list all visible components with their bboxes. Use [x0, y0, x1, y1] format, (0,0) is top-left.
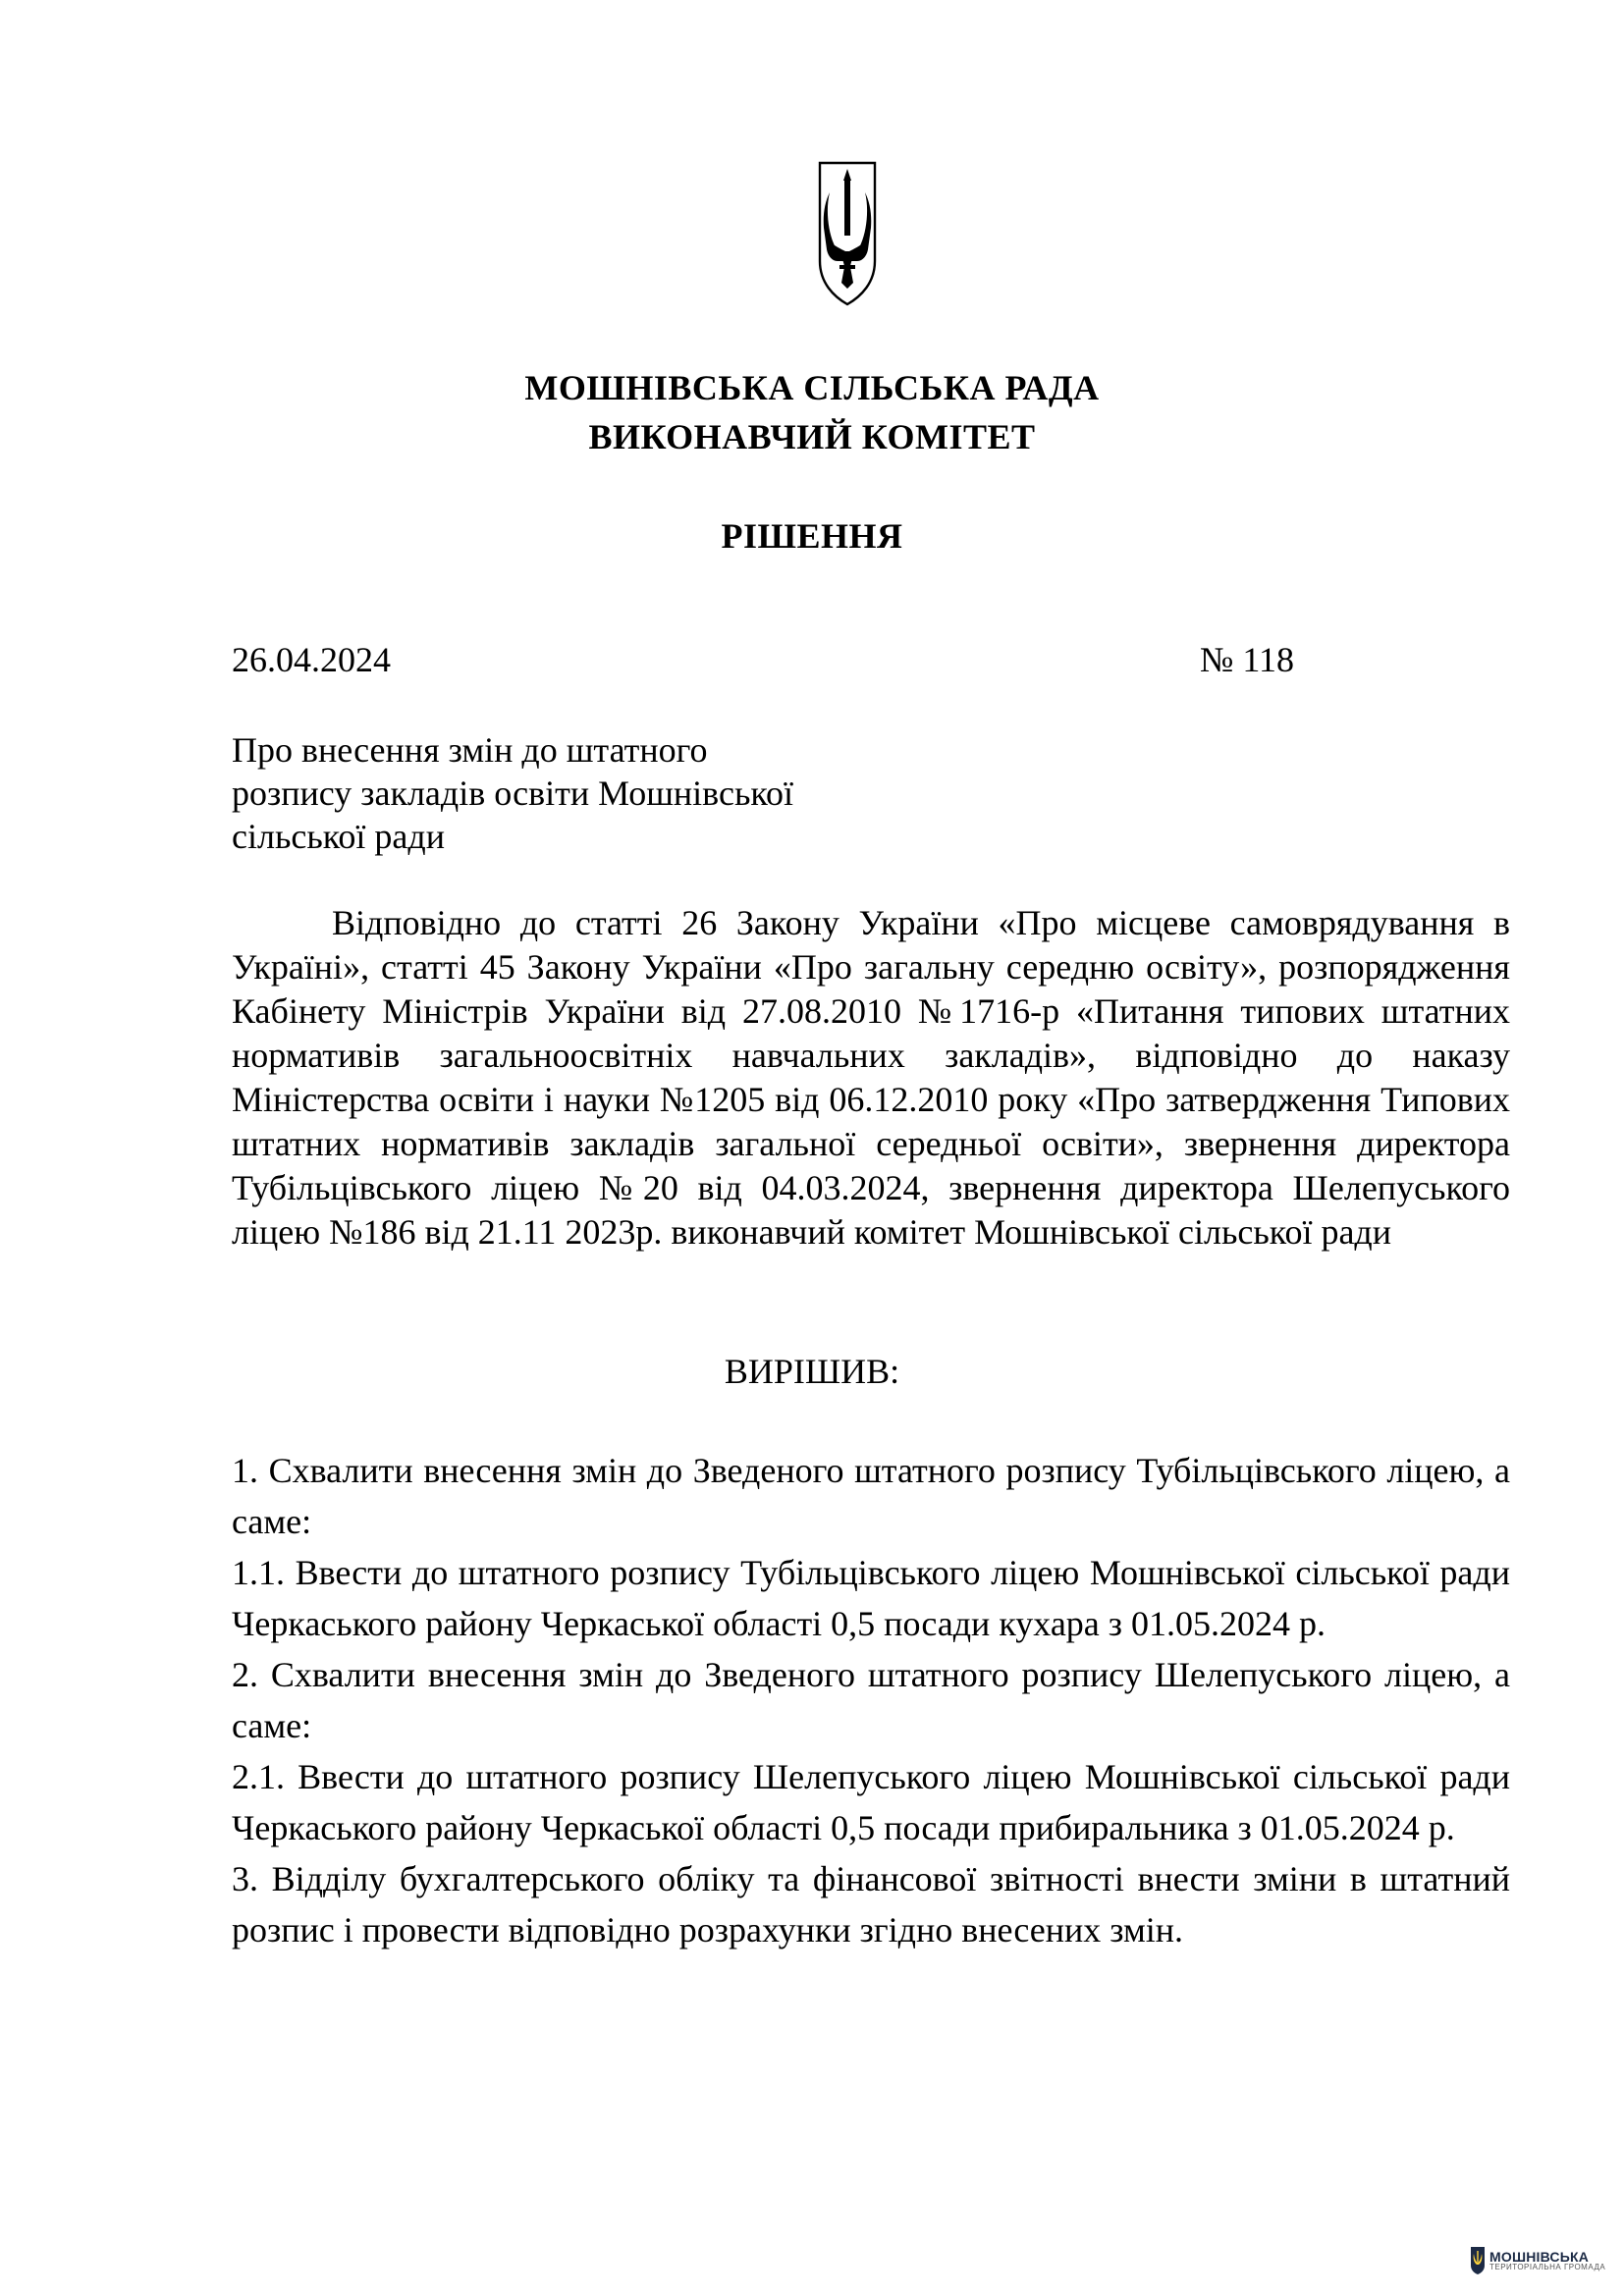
preamble-paragraph: Відповідно до статті 26 Закону України «Про місцеве самоврядування в Україні», статті 45 Закону України «Про загальну середню освіту», розпорядження Кабінету Міністрів України від 27.08.2010 №1716-р «Питання типових штатних нормативів загальноосвітніх навчальних закладів», відповідно до наказу Міністерства освіти і науки №1205 від 06.12.2010 року «Про затвердження Типових штатних нормативів закладів загальної середньої освіти», звернення директора Тубільцівського ліцею №20 від 04.03.2024, звернення директора Шелепуського ліцею №186 від 21.11 2023р. виконавчий комітет Мошнівської сільської ради [232, 903, 1510, 1252]
subject-line: розпису закладів освіти Мошнівської [232, 774, 794, 813]
decision-items [232, 1445, 1510, 1955]
subject-line: Про внесення змін до штатного [232, 730, 708, 770]
document-subject [232, 728, 919, 858]
trident-small-icon [1470, 2246, 1486, 2275]
logo-title: МОШНІВСЬКА [1489, 2249, 1590, 2265]
decision-heading: ВИРІШИВ: [724, 1352, 900, 1391]
decision-item: 3. Відділу бухгалтерського обліку та фінансової звітності внести зміни в штатний розпис і провести відповідно розрахунки згідно внесених змін. [232, 1859, 1510, 1949]
community-logo [1470, 2241, 1607, 2280]
organization-committee: ВИКОНАВЧИЙ КОМІТЕТ [588, 417, 1036, 456]
document-number: № 118 [1200, 640, 1295, 679]
document-date: 26.04.2024 [232, 640, 391, 679]
logo-subtitle: ТЕРИТОРІАЛЬНА ГРОМАДА [1489, 2263, 1606, 2271]
trident-coat-of-arms-icon [816, 159, 879, 308]
document-type-title: РІШЕННЯ [721, 516, 903, 556]
organization-name: МОШНІВСЬКА СІЛЬСЬКА РАДА [524, 368, 1100, 407]
subject-line: сільської ради [232, 817, 445, 856]
decision-item: 1. Схвалити внесення змін до Зведеного штатного розпису Тубільцівського ліцею, а саме: [232, 1451, 1510, 1541]
decision-item: 2. Схвалити внесення змін до Зведеного штатного розпису Шелепуського ліцею, а саме: [232, 1655, 1510, 1745]
decision-item: 1.1. Ввести до штатного розпису Тубільцівського ліцею Мошнівської сільської ради Черкаського району Черкаської області 0,5 посади кухара з 01.05.2024 р. [232, 1553, 1510, 1643]
decision-item: 2.1. Ввести до штатного розпису Шелепуського ліцею Мошнівської сільської ради Черкаського району Черкаської області 0,5 посади прибиральника з 01.05.2024 р. [232, 1757, 1510, 1847]
